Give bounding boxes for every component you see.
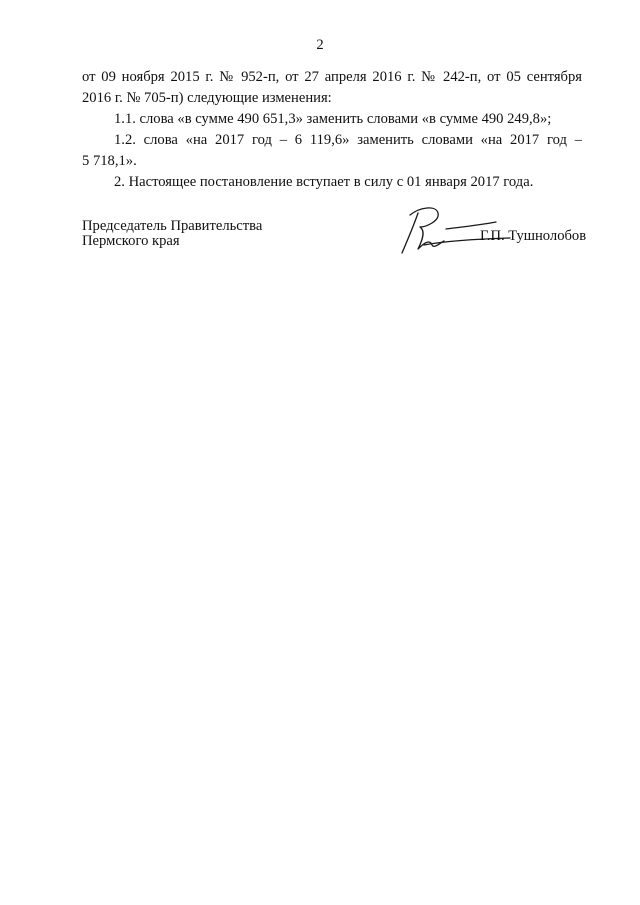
signatory-position-line-2: Пермского края [82, 233, 180, 249]
signatory-name: Г.П. Тушнолобов [480, 228, 587, 244]
body-line-4: 1.2. слова «на 2017 год – 6 119,6» заменить словами «на 2017 год – [114, 132, 582, 148]
body-line-1: от 09 ноября 2015 г. № 952-п, от 27 апреля 2016 г. № 242-п, от 05 сентября [82, 69, 582, 85]
signatory-position [82, 219, 262, 249]
page-number: 2 [316, 37, 324, 53]
signatory-position-line-1: Председатель Правительства [82, 218, 263, 234]
body-line-3: 1.1. слова «в сумме 490 651,3» заменить словами «в сумме 490 249,8»; [114, 111, 552, 127]
document-body [82, 67, 582, 193]
body-line-6: 2. Настоящее постановление вступает в силу с 01 января 2017 года. [114, 174, 534, 190]
body-line-2: 2016 г. № 705-п) следующие изменения: [82, 90, 332, 106]
body-line-5: 5 718,1». [82, 153, 137, 169]
